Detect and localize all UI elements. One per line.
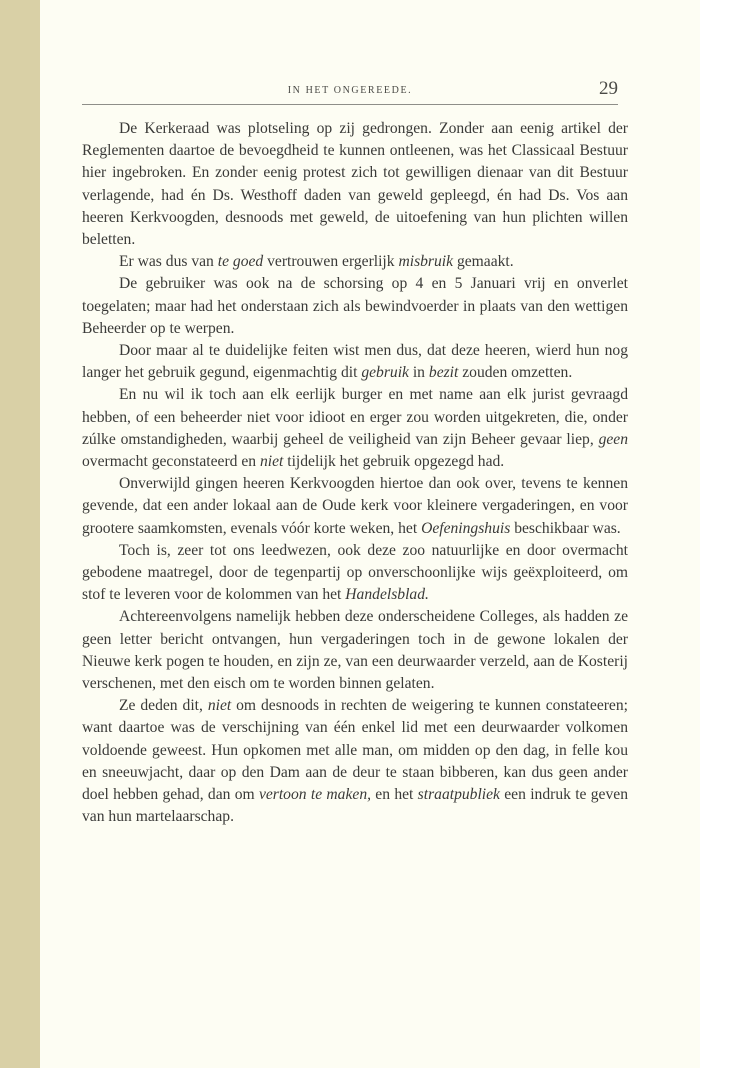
paragraph — [82, 384, 628, 473]
text-run: Achtereenvolgens namelijk hebben deze onderscheidene Colleges, als hadden ze geen letter bericht ontvangen, hun vergaderingen toch in de gewone lokalen der Nieuwe kerk pogen te houden, en zijn ze, van een deurwaarder verzeld, aan de Kosterij verschenen, met den eisch om te worden binnen gelaten. — [82, 608, 628, 693]
paragraph — [82, 251, 628, 273]
italic-text-run: te goed — [217, 253, 264, 271]
italic-text-run: Oefeningshuis — [421, 519, 511, 537]
italic-text-run: Handelsblad. — [345, 586, 429, 604]
text-run: om desnoods in rechten de weigering te kunnen constateeren; want daartoe was de verschijning van één enkel lid met een deurwaarder volkomen voldoende geweest. Hun opkomen met alle man, om midden op den dag, in felle kou en sneeuwjacht, daar op den Dam aan de deur te staan bibberen, kan dus geen ander doel hebben gehad, dan om — [82, 697, 628, 804]
book-gutter-edge — [0, 0, 40, 1068]
text-run: De Kerkeraad was plotseling op zij gedrongen. Zonder aan eenig artikel der Reglementen daartoe de bevoegdheid te kunnen ontleenen, was het Classicaal Bestuur hier ingebroken. En zonder eenig protest zich tot gewilligen dienaar van dit Bestuur verlagende, had én Ds. Westhoff daden van geweld gepleegd, én had Ds. Vos aan heeren Kerkvoogden, desnoods met geweld, de uitoefening van hun plichten willen beletten. — [82, 120, 628, 249]
text-run: Toch is, zeer tot ons leedwezen, ook deze zoo natuurlijke en door overmacht gebodene maatregel, door de tegenpartij op onverschoonlijke wijs geëxploiteerd, om stof te leveren voor de kolommen van het — [82, 541, 628, 604]
paragraph — [82, 273, 628, 340]
text-run: Ze deden dit, — [119, 697, 208, 715]
paragraph — [82, 606, 628, 695]
text-run: een indruk te geven van hun martelaarschap. — [82, 786, 628, 826]
italic-text-run: gebruik — [361, 364, 409, 382]
italic-text-run: misbruik — [398, 253, 454, 271]
paragraph — [82, 695, 628, 828]
italic-text-run: bezit — [428, 364, 459, 382]
italic-text-run: niet — [259, 453, 284, 471]
text-run: tijdelijk het gebruik opgezegd had. — [283, 453, 505, 471]
running-title: IN HET ONGEREEDE. — [287, 85, 413, 96]
paragraph — [82, 118, 628, 251]
text-run: Er was dus van — [119, 253, 218, 271]
italic-text-run: straatpubliek — [417, 786, 500, 804]
paragraph — [82, 540, 628, 607]
body-text — [82, 118, 628, 829]
header-rule — [82, 104, 618, 105]
italic-text-run: vertoon te maken, — [258, 786, 372, 804]
text-run: Door maar al te duidelijke feiten wist men dus, dat deze heeren, wierd hun nog langer het gebruik gegund, eigenmachtig dit — [82, 342, 628, 382]
italic-text-run: geen — [598, 430, 628, 448]
text-run: overmacht geconstateerd en — [82, 453, 260, 471]
text-run: gemaakt. — [453, 253, 514, 271]
text-run: vertrouwen ergerlijk — [263, 253, 399, 271]
paragraph — [82, 473, 628, 540]
text-run: En nu wil ik toch aan elk eerlijk burger en met name aan elk jurist gevraagd hebben, of een beheerder niet voor idioot en erger zou worden uitgekreten, die, onder zúlke omstandigheden, waarbij geheel de veiligheid van zijn Beheer gevaar liep, — [82, 386, 628, 448]
text-run: beschikbaar was. — [510, 519, 621, 537]
text-run: Onverwijld gingen heeren Kerkvoogden hiertoe dan ook over, tevens te kennen gevende, dat een ander lokaal aan de Oude kerk voor kleinere vergaderingen, en voor grootere saamkomsten, evenals vóór korte weken, het — [82, 475, 628, 537]
text-run: De gebruiker was ook na de schorsing op 4 en 5 Januari vrij en onverlet toegelaten; maar had het onderstaan zich als bewindvoerder in plaats van den wettigen Beheerder op te werpen. — [82, 275, 628, 337]
page-right-margin — [700, 0, 738, 1068]
text-run: in — [408, 364, 429, 382]
paragraph — [82, 340, 628, 384]
page-header — [82, 78, 618, 108]
text-run: zouden omzetten. — [458, 364, 573, 382]
page-number: 29 — [599, 78, 618, 99]
text-run: en het — [371, 786, 418, 804]
italic-text-run: niet — [207, 697, 232, 715]
